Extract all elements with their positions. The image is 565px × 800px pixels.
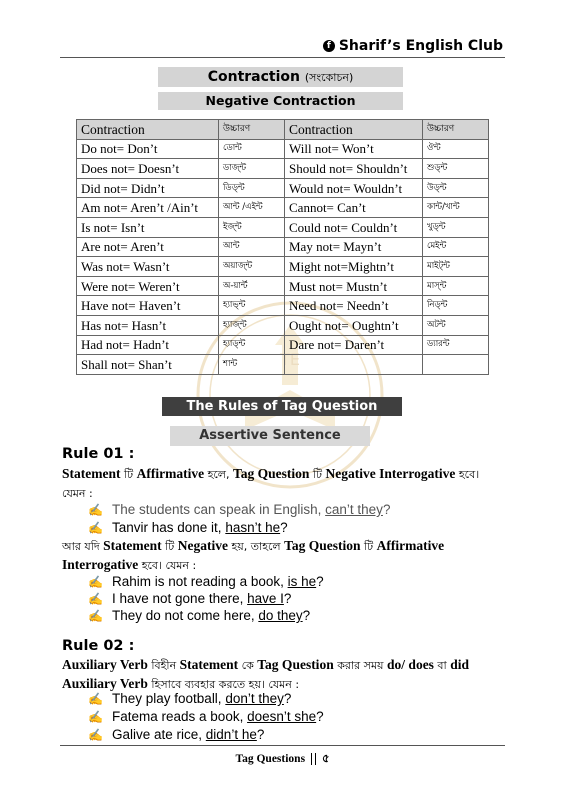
table-cell: Must not= Mustn’t	[285, 276, 423, 296]
table-cell: আন্ট /এইন্ট	[219, 198, 285, 218]
table-cell: Dare not= Daren’t	[285, 335, 423, 355]
paragraph-segment: Statement	[62, 466, 121, 481]
tag-question: do they	[258, 608, 303, 623]
table-cell: Need not= Needn’t	[285, 296, 423, 316]
tag-question: have I	[247, 591, 284, 606]
table-cell: May not= Mayn’t	[285, 237, 423, 257]
writing-hand-icon: ✍	[88, 709, 103, 724]
paragraph-segment: Tag Question	[284, 538, 361, 553]
table-cell	[285, 355, 423, 375]
paragraph-segment: হলে,	[204, 468, 233, 481]
table-cell: Am not= Aren’t /Ain’t	[77, 198, 219, 218]
table-cell: Do not= Don’t	[77, 139, 219, 159]
table-cell: ঔন্ট	[423, 139, 489, 159]
contraction-title-bn: (সংকোচন)	[304, 71, 354, 84]
tag-question: hasn’t he	[225, 520, 281, 535]
brand	[323, 38, 503, 54]
writing-hand-icon: ✍	[88, 608, 103, 623]
paragraph-segment: কে	[238, 659, 258, 672]
table-cell: মাস্‌ন্ট	[423, 276, 489, 296]
example-item	[88, 574, 324, 589]
table-cell: শুড্‌ন্ট	[423, 159, 489, 179]
table-cell: Will not= Won’t	[285, 139, 423, 159]
paragraph-segment: Negative	[177, 538, 228, 553]
footer-divider	[60, 745, 505, 746]
example-text: ?	[283, 591, 292, 606]
paragraph-segment: টি	[309, 468, 326, 481]
table-cell: Is not= Isn’t	[77, 217, 219, 237]
table-row	[77, 355, 489, 375]
column-header: Contraction	[285, 120, 423, 140]
contraction-title	[158, 67, 403, 87]
paragraph-segment: আর যদি	[62, 540, 104, 553]
footer	[0, 750, 565, 769]
table-cell: শান্ট	[219, 355, 285, 375]
facebook-icon: f	[323, 40, 335, 52]
table-cell: অয়াজ্‌ন্ট	[219, 257, 285, 277]
table-row	[77, 237, 489, 257]
table-cell: Would not= Wouldn’t	[285, 178, 423, 198]
paragraph-segment: হয়, তাহলে	[228, 540, 285, 553]
table-row	[77, 276, 489, 296]
table-cell: Ought not= Oughtn’t	[285, 315, 423, 335]
table-cell: খুড্‌ন্ট	[423, 217, 489, 237]
example-text: ?	[302, 608, 311, 623]
table-cell: উড্‌ন্ট	[423, 178, 489, 198]
example-text: Rahim is not reading a book,	[112, 574, 288, 589]
tag-question: doesn’t she	[247, 709, 317, 724]
assertive-title: Assertive Sentence	[170, 426, 370, 446]
negative-contraction-title: Negative Contraction	[158, 92, 403, 110]
table-cell: মেইন্ট	[423, 237, 489, 257]
table-cell: Did not= Didn’t	[77, 178, 219, 198]
writing-hand-icon: ✍	[88, 727, 103, 742]
paragraph-segment: Affirmative Interrogative	[62, 538, 445, 572]
contraction-table	[76, 119, 489, 375]
table-cell: ডোন্ট	[219, 139, 285, 159]
column-header: উচ্চারণ	[219, 120, 285, 140]
table-row	[77, 159, 489, 179]
tag-question: is he	[287, 574, 317, 589]
example-text: Tanvir has done it,	[112, 520, 226, 535]
table-cell: Was not= Wasn’t	[77, 257, 219, 277]
table-cell: Does not= Doesn’t	[77, 159, 219, 179]
table-header-row	[77, 120, 489, 140]
table-cell: অটন্ট	[423, 315, 489, 335]
example-text: They play football,	[112, 691, 226, 706]
example-text: ?	[283, 691, 292, 706]
footer-title: Tag Questions	[235, 753, 306, 765]
example-text: ?	[280, 520, 288, 535]
table-cell: Should not= Shouldn’t	[285, 159, 423, 179]
tag-question: can’t they	[325, 502, 383, 517]
table-cell: ডিড্‌ন্ট	[219, 178, 285, 198]
writing-hand-icon: ✍	[88, 520, 103, 535]
table-cell: Cannot= Can’t	[285, 198, 423, 218]
rule-01-paragraph-1	[62, 465, 502, 503]
table-cell: ড্যারন্ট	[423, 335, 489, 355]
table-cell: নিড্‌ন্ট	[423, 296, 489, 316]
example-item	[88, 709, 324, 724]
rule-01-heading: Rule 01 :	[62, 446, 135, 462]
writing-hand-icon: ✍	[88, 502, 103, 517]
table-cell: হ্যাড্‌ন্ট	[219, 335, 285, 355]
example-item	[88, 591, 291, 606]
paragraph-segment: টি	[161, 540, 178, 553]
table-cell: অ-য়ার্ন্ট	[219, 276, 285, 296]
table-cell: Have not= Haven’t	[77, 296, 219, 316]
example-item	[88, 691, 291, 706]
contraction-title-en: Contraction	[207, 69, 300, 85]
table-cell: কান্ট/খান্ট	[423, 198, 489, 218]
table-row	[77, 315, 489, 335]
example-item	[88, 502, 390, 517]
table-cell: হ্যাজ্‌ন্ট	[219, 315, 285, 335]
paragraph-segment: হিসাবে ব্যবহার করতে হয়। যেমন :	[147, 678, 300, 691]
table-cell: আন্ট	[219, 237, 285, 257]
paragraph-segment: did Auxiliary Verb	[62, 657, 470, 691]
table-cell: মাইট্‌ন্ট	[423, 257, 489, 277]
example-text: Fatema reads a book,	[112, 709, 248, 724]
table-row	[77, 198, 489, 218]
table-cell: Are not= Aren’t	[77, 237, 219, 257]
paragraph-segment: বিহীন	[147, 659, 180, 672]
brand-name: Sharif’s English Club	[338, 38, 503, 54]
paragraph-segment: টি	[120, 468, 137, 481]
table-cell	[423, 355, 489, 375]
header-divider	[60, 57, 505, 58]
paragraph-segment: বা	[433, 659, 451, 672]
page-number: ৫	[322, 753, 330, 765]
table-cell: ইজ্‌ন্ট	[219, 217, 285, 237]
example-text: ?	[316, 709, 324, 724]
table-cell: হ্যাভ্‌ন্ট	[219, 296, 285, 316]
table-cell: Shall not= Shan’t	[77, 355, 219, 375]
paragraph-segment: Tag Question	[232, 466, 310, 481]
example-text: ?	[382, 502, 391, 517]
rule-02-paragraph	[62, 656, 502, 694]
table-cell: Might not=Mightn’t	[285, 257, 423, 277]
table-row	[77, 257, 489, 277]
table-cell: ডাজ্‌ন্ট	[219, 159, 285, 179]
paragraph-segment: Auxiliary Verb	[62, 657, 148, 672]
rules-title: The Rules of Tag Question	[162, 397, 402, 416]
paragraph-segment: হবে। যেমন :	[62, 468, 480, 500]
writing-hand-icon: ✍	[88, 591, 103, 606]
table-row	[77, 217, 489, 237]
writing-hand-icon: ✍	[88, 574, 103, 589]
svg-text:TE: TE	[280, 350, 300, 369]
tag-question: don’t they	[225, 691, 284, 706]
table-row	[77, 139, 489, 159]
rule-01-paragraph-2	[62, 537, 502, 575]
example-text: The students can speak in English,	[112, 502, 326, 517]
paragraph-segment: করার সময়	[333, 659, 388, 672]
table-cell: Could not= Couldn’t	[285, 217, 423, 237]
column-header: উচ্চারণ	[423, 120, 489, 140]
paragraph-segment: do/ does	[387, 657, 434, 672]
paragraph-segment: Tag Question	[257, 657, 334, 672]
example-text: I have not gone there,	[112, 591, 248, 606]
writing-hand-icon: ✍	[88, 691, 103, 706]
example-text: They do not come here,	[112, 608, 259, 623]
paragraph-segment: টি	[360, 540, 377, 553]
example-item	[88, 520, 288, 535]
table-row	[77, 178, 489, 198]
table-cell: Were not= Weren’t	[77, 276, 219, 296]
paragraph-segment: Statement	[103, 538, 162, 553]
paragraph-segment: Negative Interrogative	[325, 466, 456, 481]
example-text: ?	[316, 574, 324, 589]
footer-separator	[311, 753, 316, 765]
example-item	[88, 608, 310, 623]
table-cell: Has not= Hasn’t	[77, 315, 219, 335]
table-row	[77, 296, 489, 316]
tag-question: didn’t he	[205, 727, 257, 742]
rule-02-heading: Rule 02 :	[62, 638, 135, 654]
table-row	[77, 335, 489, 355]
table-cell: Had not= Hadn’t	[77, 335, 219, 355]
example-text: Galive ate rice,	[112, 727, 206, 742]
example-text: ?	[256, 727, 265, 742]
paragraph-segment: হবে। যেমন :	[138, 559, 197, 572]
example-item	[88, 727, 264, 742]
paragraph-segment: Statement	[179, 657, 239, 672]
column-header: Contraction	[77, 120, 219, 140]
paragraph-segment: Affirmative	[136, 466, 205, 481]
